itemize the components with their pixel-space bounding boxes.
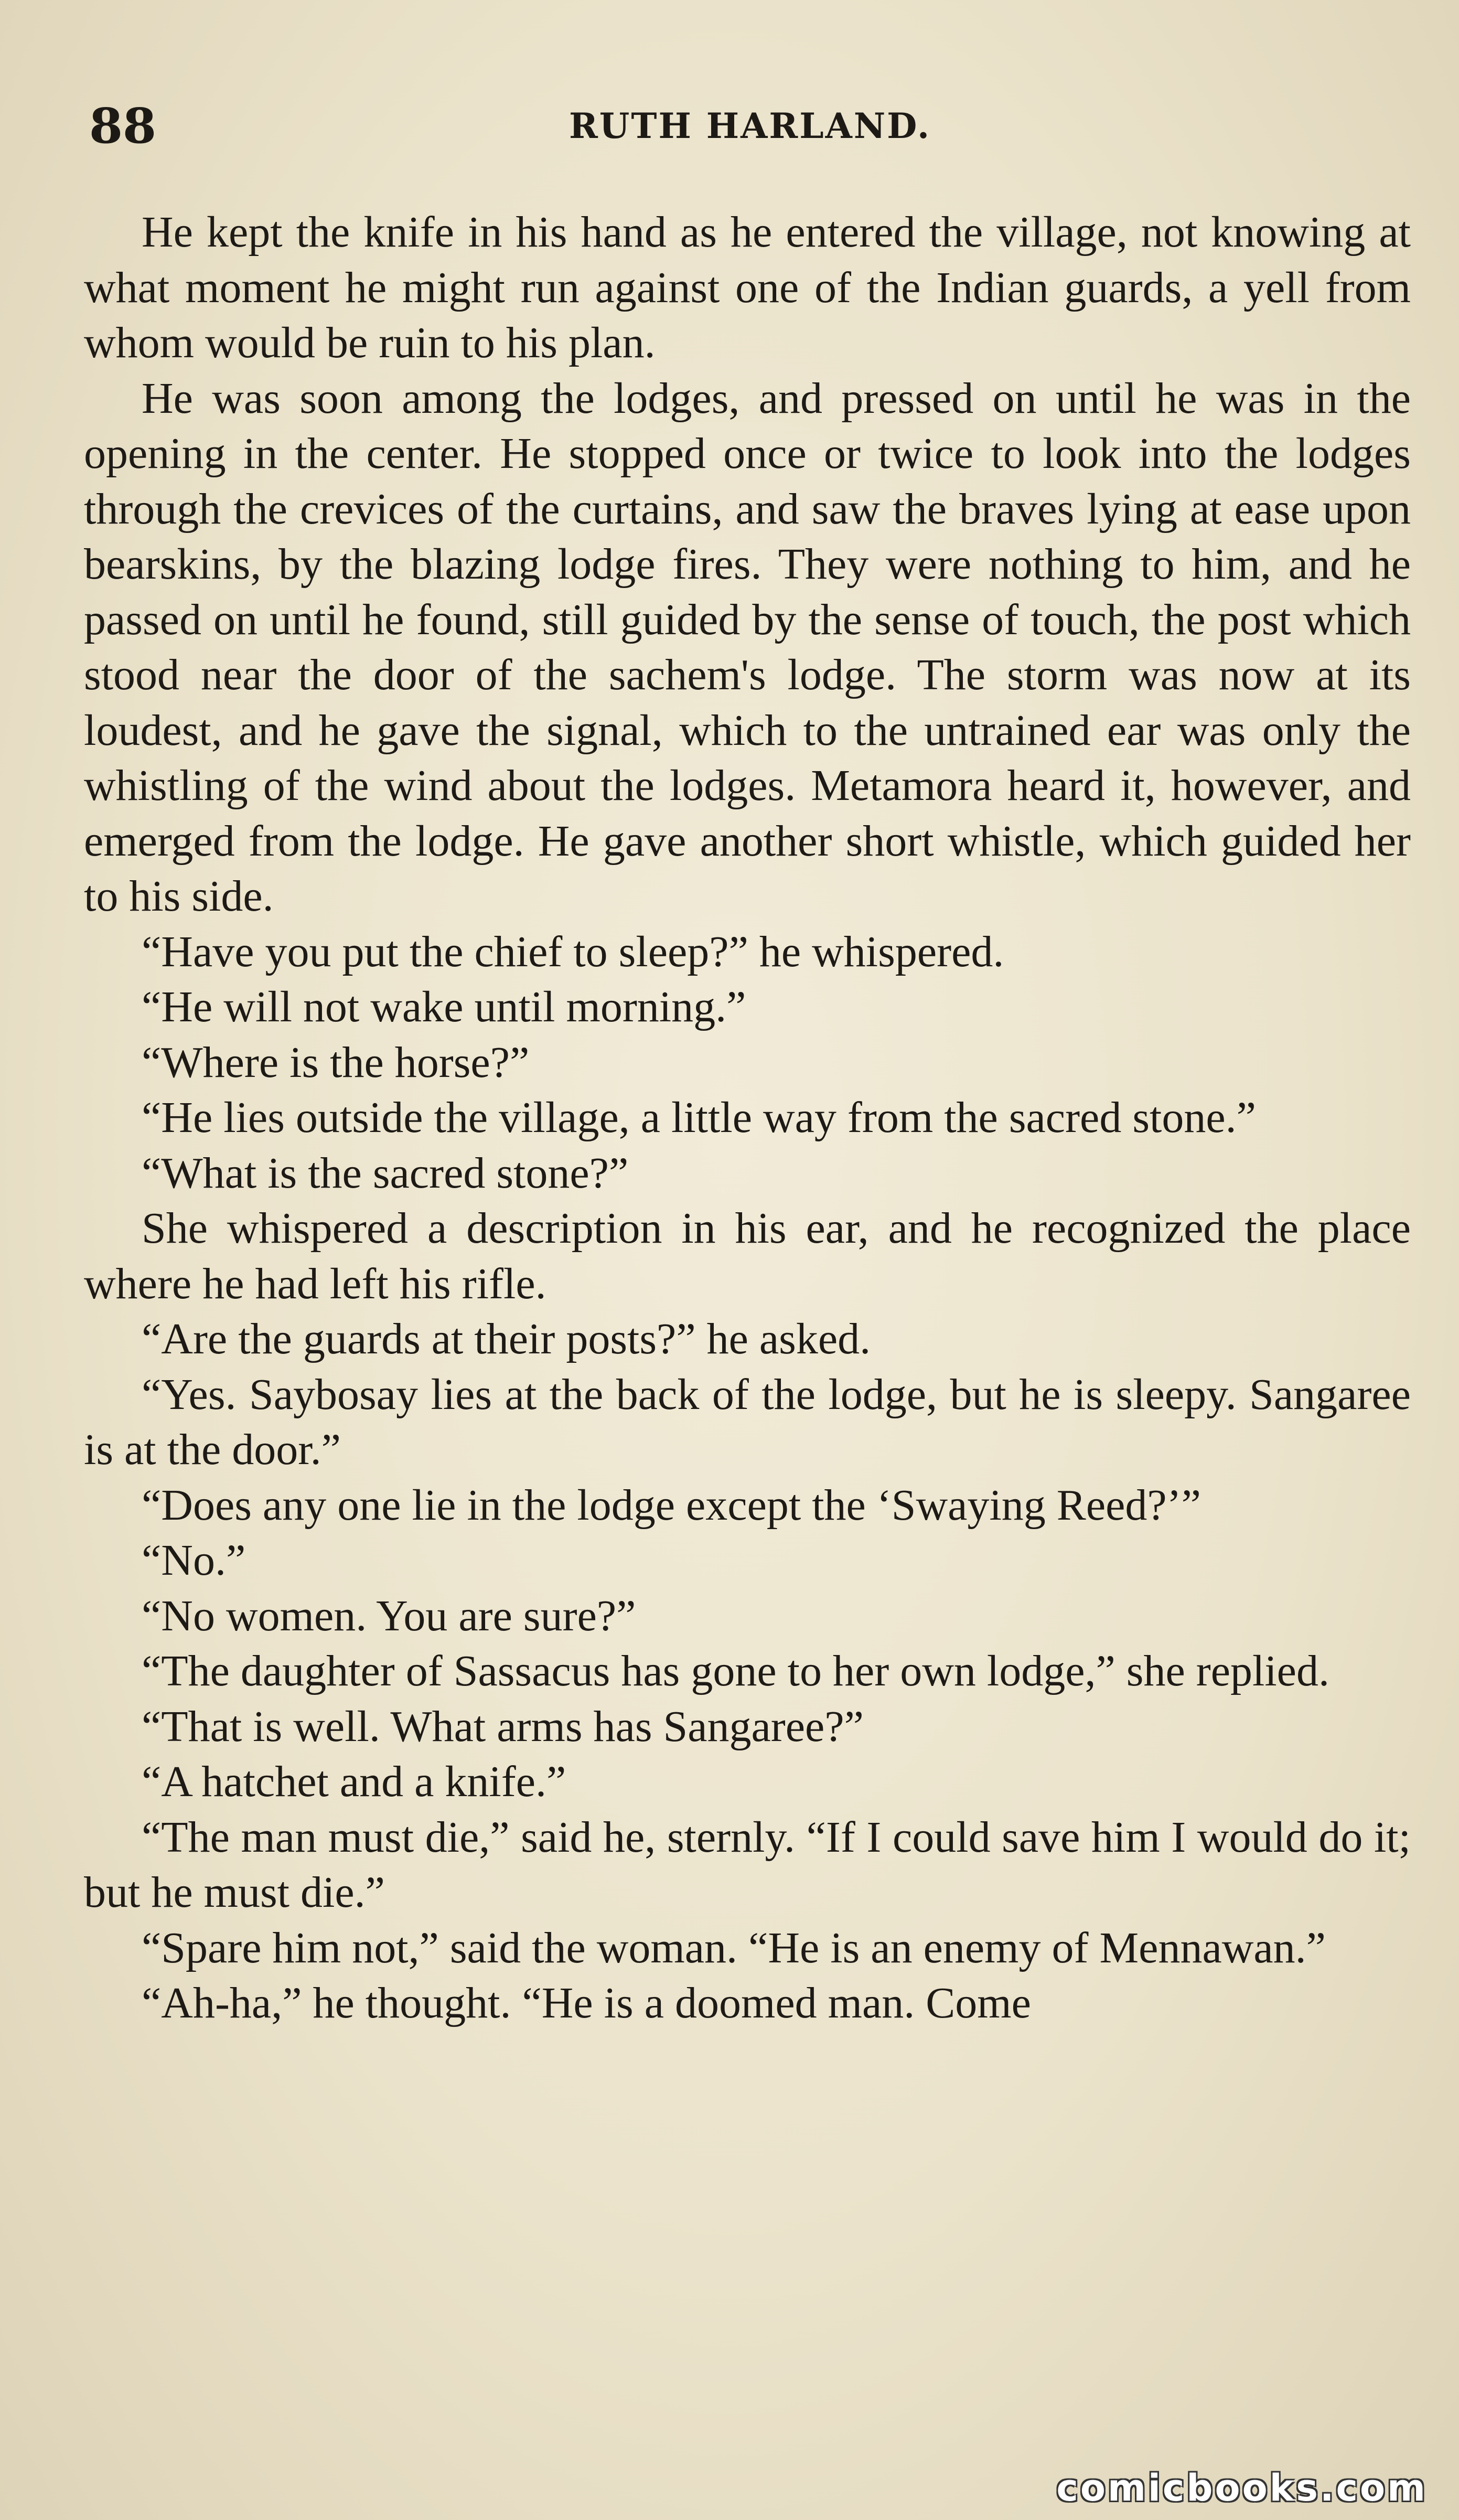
paragraph: He was soon among the lodges, and pressed on until he was in the opening in the center. He stopped once or twice to look into the lodges through the crevices of the curtains, and saw the braves lying at ease upon bearskins, by the blazing lodge fires. They were nothing to him, and he passed on until he found, still guided by the sense of touch, the post which stood near the door of the sachem's lodge. The storm was now at its loudest, and he gave the signal, which to the untrained ear was only the whistling of the wind about the lodges. Metamora heard it, however, and emerged from the lodge. He gave another short whistle, which guided her to his side. (84, 373, 1411, 921)
paragraph: “Have you put the chief to sleep?” he whispered. (142, 927, 1004, 976)
page-header (89, 94, 1411, 157)
paragraph: “Spare him not,” said the woman. “He is an enemy of Mennawan.” (142, 1923, 1326, 1972)
paragraph: “Ah-ha,” he thought. “He is a doomed man. Come (142, 1979, 1031, 2027)
paragraph: “He will not wake until morning.” (142, 983, 746, 1031)
paragraph: “Yes. Saybosay lies at the back of the lodge, but he is sleepy. Sangaree is at the door.” (84, 1370, 1411, 1474)
running-title: RUTH HARLAND. (568, 105, 931, 146)
paragraph: “Does any one lie in the lodge except the ‘Swaying Reed?’” (142, 1480, 1201, 1530)
paragraph: She whispered a description in his ear, and he recognized the place where he had left his rifle. (84, 1204, 1411, 1308)
body-text (84, 205, 1411, 2031)
paragraph: “No.” (142, 1536, 246, 1585)
paragraph: “A hatchet and a knife.” (142, 1757, 566, 1806)
watermark: comicbooks.com (1056, 2466, 1428, 2510)
paragraph: “The daughter of Sassacus has gone to her own lodge,” she replied. (142, 1647, 1329, 1695)
paragraph: “What is the sacred stone?” (142, 1148, 629, 1198)
paragraph: “Where is the horse?” (142, 1038, 530, 1087)
paragraph: “No women. You are sure?” (142, 1591, 636, 1640)
paragraph: He kept the knife in his hand as he entered the village, not knowing at what moment he might run against one of the Indian guards, a yell from whom would be ruin to his plan. (84, 208, 1411, 367)
paragraph: “That is well. What arms has Sangaree?” (142, 1702, 864, 1751)
page-number: 88 (89, 98, 157, 154)
paragraph: “He lies outside the village, a little way from the sacred stone.” (142, 1093, 1256, 1142)
paragraph: “Are the guards at their posts?” he asked. (142, 1315, 871, 1363)
paragraph: “The man must die,” said he, sternly. “If I could save him I would do it; but he must die.” (84, 1812, 1411, 1917)
